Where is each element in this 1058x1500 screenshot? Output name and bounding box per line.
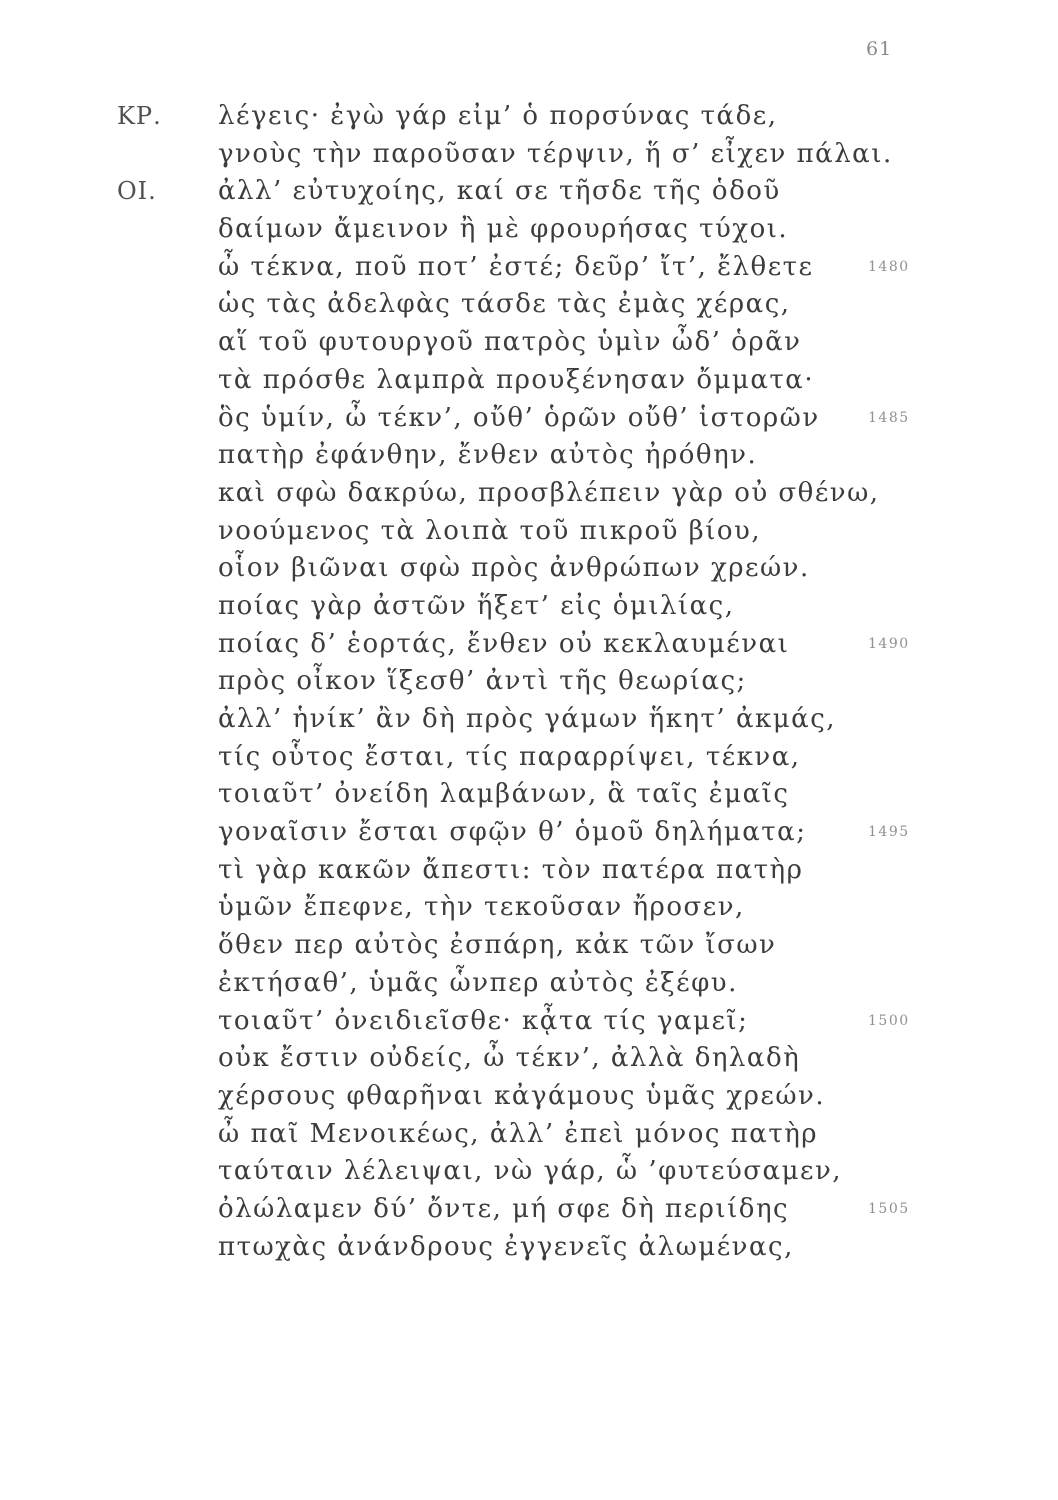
verse-text: χέρσους φθαρῆναι κἀγάμους ὑμᾶς χρεών. bbox=[218, 1080, 826, 1111]
verse-text: δαίμων ἄμεινον ἢ μὲ φρουρήσας τύχοι. bbox=[218, 214, 789, 245]
verse-text: ἀλλ’ εὐτυχοίης, καί σε τῆσδε τῆς ὁδοῦ bbox=[218, 176, 781, 207]
verse-line bbox=[0, 1078, 1058, 1116]
verse-line bbox=[0, 400, 1058, 438]
verse-text: νοούμενος τὰ λοιπὰ τοῦ πικροῦ βίου, bbox=[218, 515, 762, 546]
verse-line bbox=[0, 1153, 1058, 1191]
verse-line bbox=[0, 513, 1058, 551]
line-number: 1480 bbox=[868, 258, 910, 275]
verse-text: πατὴρ ἐφάνθην, ἔνθεν αὐτὸς ἠρόθην. bbox=[218, 440, 758, 471]
verse-text: ἐκτήσαθ’, ὑμᾶς ὧνπερ αὐτὸς ἐξέφυ. bbox=[218, 967, 738, 998]
verse-line bbox=[0, 1229, 1058, 1267]
verse-block bbox=[0, 98, 1058, 1266]
verse-line bbox=[0, 249, 1058, 287]
speaker-label: ΟΙ. bbox=[117, 177, 157, 206]
verse-text: αἵ τοῦ φυτουργοῦ πατρὸς ὑμὶν ὦδ’ ὁρᾶν bbox=[218, 327, 802, 358]
verse-line bbox=[0, 286, 1058, 324]
verse-line bbox=[0, 701, 1058, 739]
verse-text: τίς οὗτος ἔσται, τίς παραρρίψει, τέκνα, bbox=[218, 741, 801, 772]
verse-line bbox=[0, 173, 1058, 211]
verse-text: ὑμῶν ἔπεφνε, τὴν τεκοῦσαν ἤροσεν, bbox=[218, 892, 745, 923]
verse-text: ὦ τέκνα, ποῦ ποτ’ ἐστέ; δεῦρ’ ἴτ’, ἔλθετε bbox=[218, 251, 814, 282]
verse-text: τὶ γὰρ κακῶν ἄπεστι: τὸν πατέρα πατὴρ bbox=[218, 854, 804, 885]
verse-text: καὶ σφὼ δακρύω, προσβλέπειν γὰρ οὐ σθένω, bbox=[218, 477, 880, 508]
line-number: 1485 bbox=[868, 409, 910, 426]
verse-line bbox=[0, 1116, 1058, 1154]
verse-line bbox=[0, 475, 1058, 513]
verse-text: ποίας δ’ ἑορτάς, ἔνθεν οὐ κεκλαυμέναι bbox=[218, 628, 790, 659]
verse-text: ὅθεν περ αὐτὸς ἐσπάρη, κἀκ τῶν ἴσων bbox=[218, 930, 777, 961]
verse-line bbox=[0, 362, 1058, 400]
page-number: 61 bbox=[866, 38, 893, 60]
verse-line bbox=[0, 211, 1058, 249]
verse-text: τοιαῦτ’ ὀνειδιεῖσθε· κᾆτα τίς γαμεῖ; bbox=[218, 1005, 749, 1036]
verse-line bbox=[0, 1003, 1058, 1041]
verse-text: ὦ παῖ Μενοικέως, ἀλλ’ ἐπεὶ μόνος πατὴρ bbox=[218, 1118, 819, 1149]
verse-line bbox=[0, 550, 1058, 588]
verse-line bbox=[0, 98, 1058, 136]
line-number: 1505 bbox=[868, 1200, 910, 1217]
verse-text: ὃς ὑμίν, ὦ τέκν’, οὔθ’ ὁρῶν οὔθ’ ἱστορῶν bbox=[218, 402, 820, 433]
line-number: 1495 bbox=[868, 824, 910, 841]
verse-text: γοναῖσιν ἔσται σφῷν θ’ ὁμοῦ δηλήματα; bbox=[218, 817, 807, 848]
speaker-label: ΚΡ. bbox=[117, 102, 162, 130]
verse-line bbox=[0, 136, 1058, 174]
verse-line bbox=[0, 814, 1058, 852]
verse-line bbox=[0, 852, 1058, 890]
verse-line bbox=[0, 1191, 1058, 1229]
verse-text: ὡς τὰς ἀδελφὰς τάσδε τὰς ἐμὰς χέρας, bbox=[218, 289, 791, 320]
verse-line bbox=[0, 889, 1058, 927]
verse-text: ὀλώλαμεν δύ’ ὄντε, μή σφε δὴ περιίδης bbox=[218, 1193, 790, 1224]
verse-text: γνοὺς τὴν παροῦσαν τέρψιν, ἥ σ’ εἶχεν πάλαι. bbox=[218, 138, 893, 169]
verse-line bbox=[0, 965, 1058, 1003]
line-number: 1490 bbox=[868, 635, 910, 652]
verse-line bbox=[0, 437, 1058, 475]
verse-text: ἀλλ’ ἡνίκ’ ἂν δὴ πρὸς γάμων ἥκητ’ ἀκμάς, bbox=[218, 704, 837, 734]
verse-text: τὰ πρόσθε λαμπρὰ προυξένησαν ὄμματα· bbox=[218, 364, 815, 395]
verse-text: οὐκ ἔστιν οὐδείς, ὦ τέκν’, ἀλλὰ δηλαδὴ bbox=[218, 1043, 801, 1074]
verse-text: τοιαῦτ’ ὀνείδη λαμβάνων, ἃ ταῖς ἐμαῖς bbox=[218, 779, 790, 810]
verse-line bbox=[0, 626, 1058, 664]
verse-text: ποίας γὰρ ἀστῶν ἥξετ’ εἰς ὁμιλίας, bbox=[218, 590, 735, 621]
verse-line bbox=[0, 776, 1058, 814]
verse-text: πτωχὰς ἀνάνδρους ἐγγενεῖς ἀλωμένας, bbox=[218, 1231, 794, 1262]
verse-text: ταύταιν λέλειψαι, νὼ γάρ, ὧ ’φυτεύσαμεν, bbox=[218, 1156, 843, 1187]
verse-line bbox=[0, 663, 1058, 701]
verse-text: πρὸς οἶκον ἵξεσθ’ ἀντὶ τῆς θεωρίας; bbox=[218, 666, 747, 697]
verse-text: λέγεις· ἐγὼ γάρ εἰμ’ ὁ πορσύνας τάδε, bbox=[218, 101, 778, 131]
verse-text: οἷον βιῶναι σφὼ πρὸς ἀνθρώπων χρεών. bbox=[218, 553, 810, 584]
verse-line bbox=[0, 1040, 1058, 1078]
verse-line bbox=[0, 739, 1058, 777]
verse-line bbox=[0, 927, 1058, 965]
verse-line bbox=[0, 324, 1058, 362]
verse-line bbox=[0, 588, 1058, 626]
line-number: 1500 bbox=[868, 1012, 910, 1029]
